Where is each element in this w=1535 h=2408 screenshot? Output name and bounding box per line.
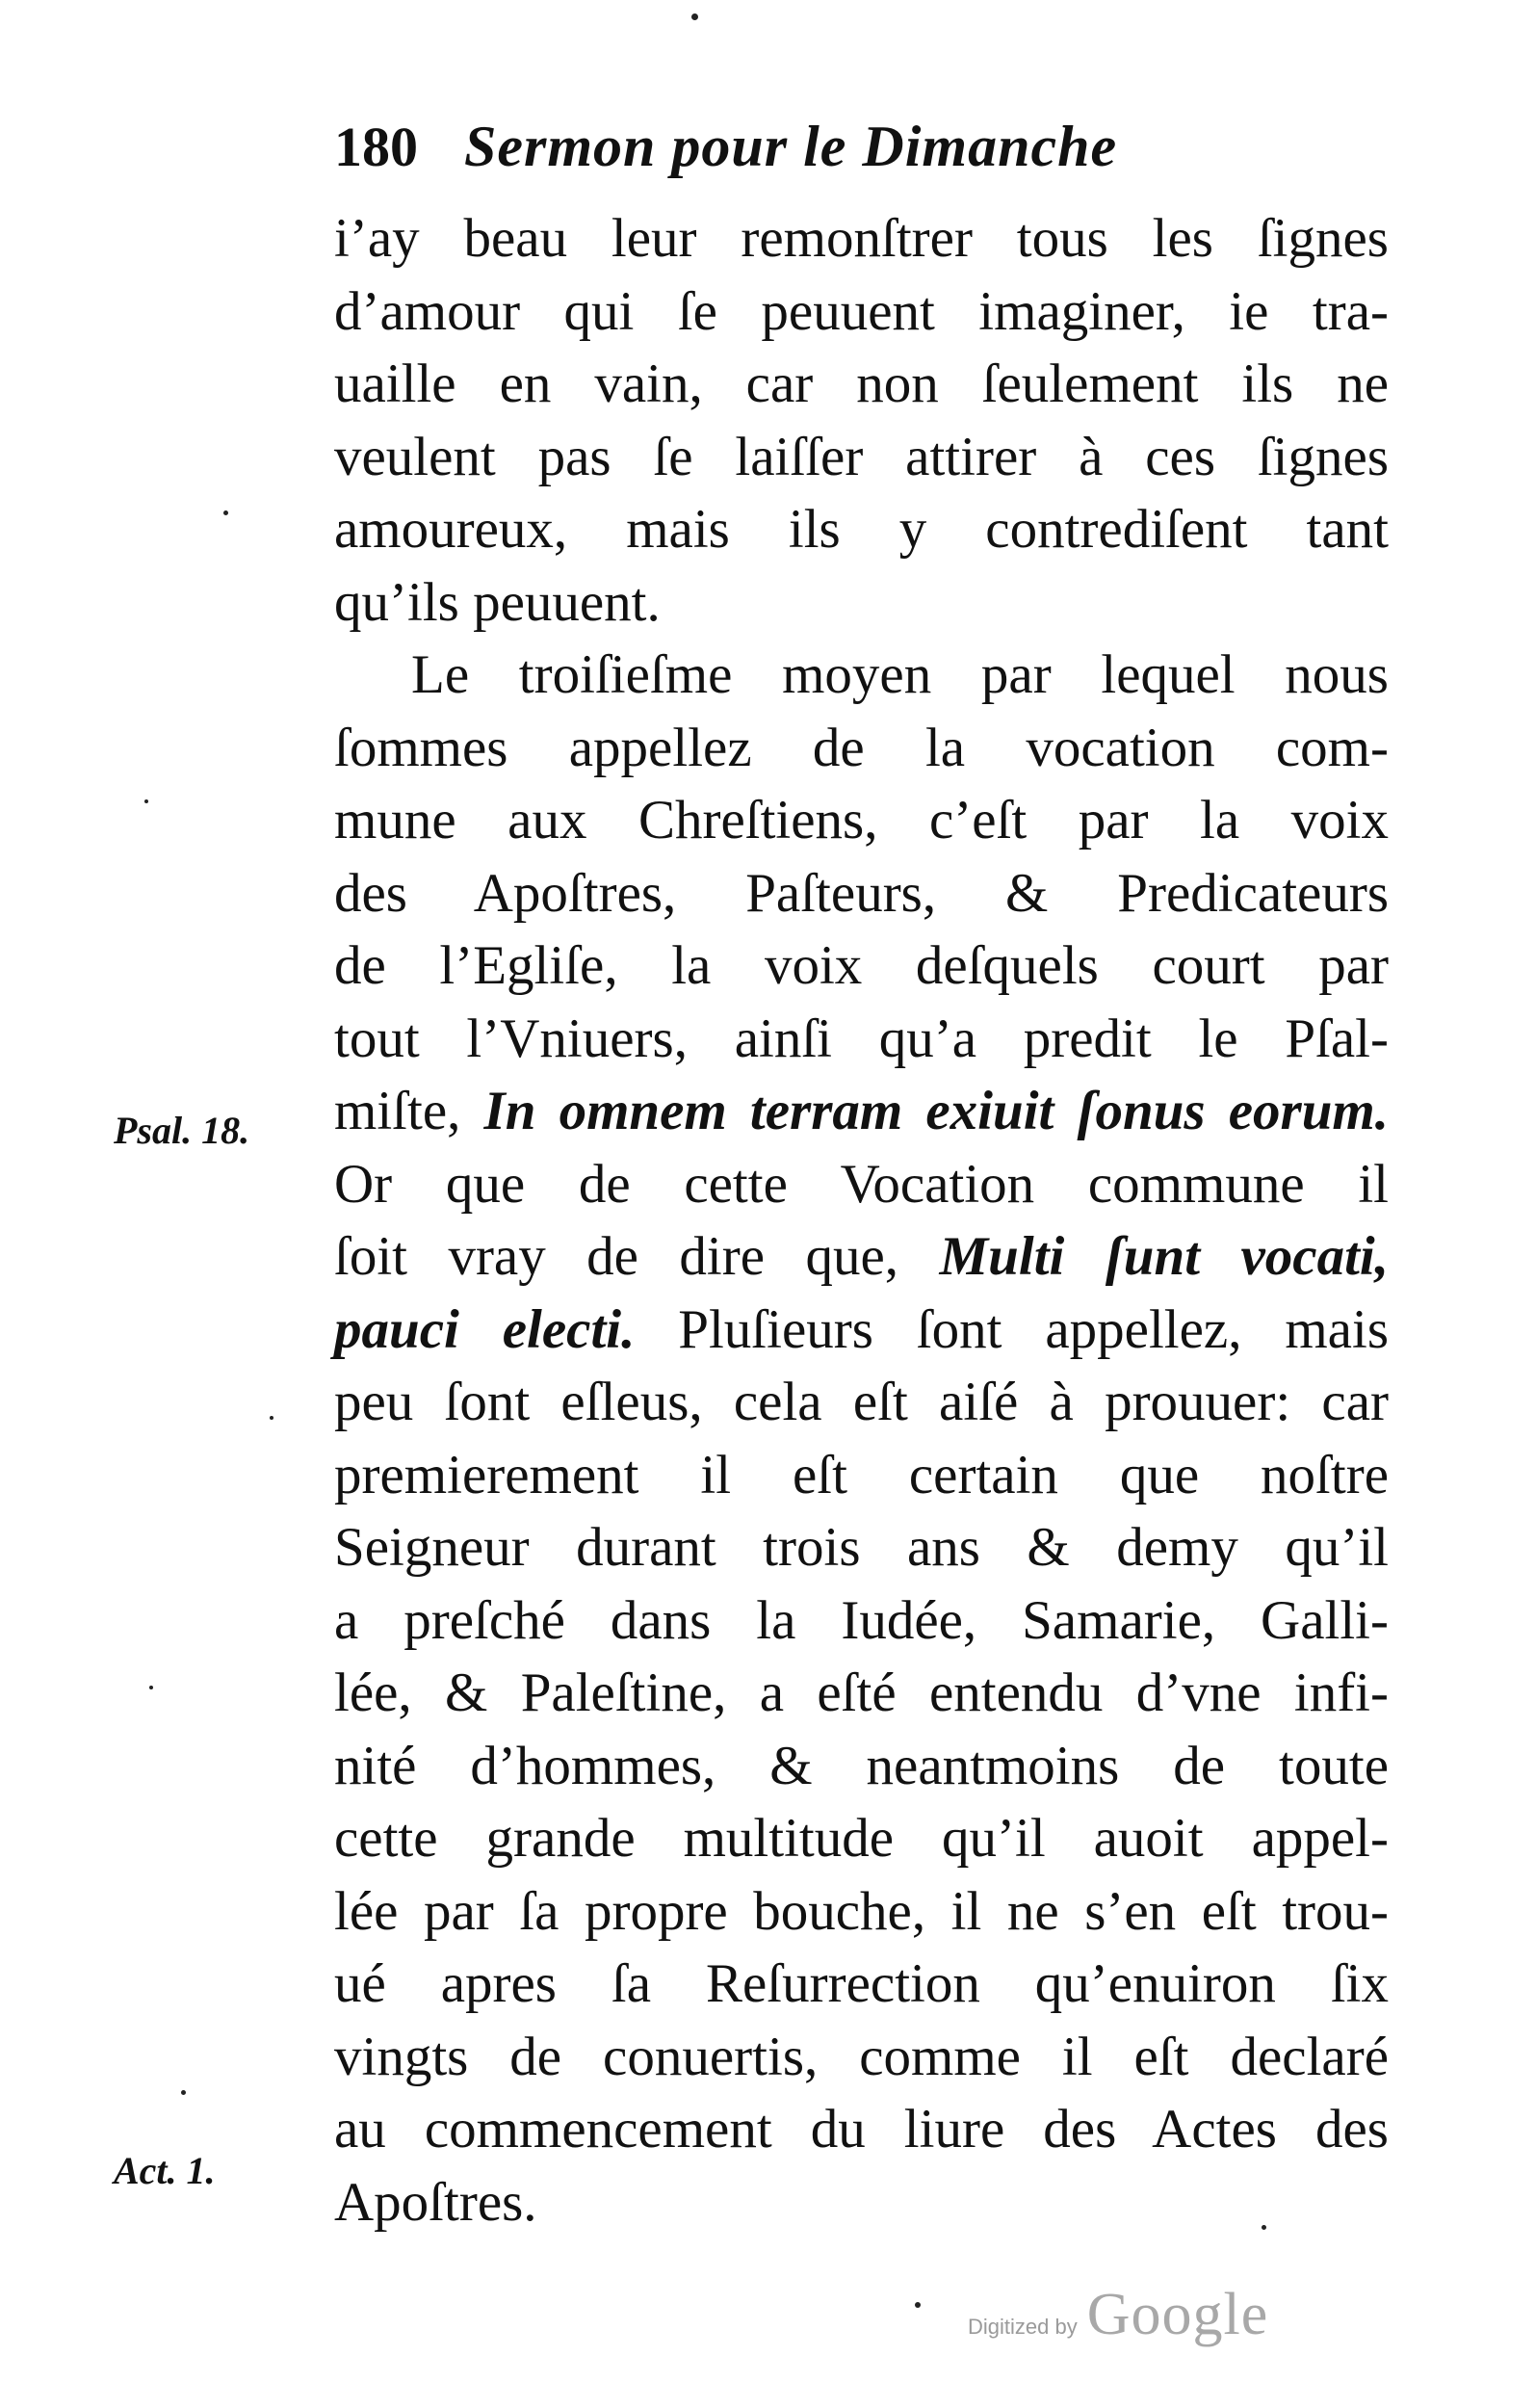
text-segment: Pluſieurs ſont appellez, mais: [678, 1298, 1389, 1360]
watermark-prefix: Digitized by: [968, 2315, 1078, 2339]
latin-quote: Multi ſunt vocati,: [939, 1226, 1390, 1287]
scan-speck: [144, 799, 148, 803]
text-line: cette grande multitude qu’il auoit appel-: [334, 1808, 1389, 1869]
text-line: qu’ils peuuent.: [334, 571, 661, 633]
text-line: Apoſtres.: [334, 2171, 537, 2233]
text-line: amoureux, mais ils y contrediſent tant: [334, 499, 1389, 560]
text-line: tout l’Vniuers, ainſi qu’a predit le Pſal-: [334, 1008, 1389, 1069]
text-line: ué apres ſa Reſurrection qu’enuiron ſix: [334, 1953, 1389, 2014]
margin-note-psalm: Psal. 18.: [114, 1109, 250, 1152]
scan-speck: [1262, 2225, 1266, 2230]
scan-speck: [149, 1686, 153, 1689]
text-segment: ſoit vray de dire que,: [334, 1226, 899, 1287]
digitized-watermark: [968, 2281, 1268, 2349]
google-logo: Google: [1086, 2282, 1269, 2347]
text-line: ſommes appellez de la vocation com-: [334, 717, 1389, 778]
text-line-quote: [334, 1075, 1389, 1148]
text-line: au commencement du liure des Actes des: [334, 2099, 1389, 2159]
text-line: mune aux Chreſtiens, c’eſt par la voix: [334, 790, 1389, 851]
text-line: veulent pas ſe laiſſer attirer à ces ſignes: [334, 426, 1389, 487]
body-text: [334, 202, 1389, 2238]
margin-note-acts: Act. 1.: [114, 2149, 216, 2192]
text-line: Or que de cette Vocation commune il: [334, 1153, 1389, 1215]
text-line-quote: [334, 1220, 1389, 1294]
text-line-quote: [334, 1294, 1389, 1367]
text-line: Seigneur durant trois ans & demy qu’il: [334, 1517, 1389, 1578]
scan-speck: [270, 1416, 273, 1420]
text-line: i’ay beau leur remonſtrer tous les ſignes: [334, 208, 1389, 269]
page-number: 180: [334, 116, 418, 178]
text-line: lée, & Paleſtine, a eſté entendu d’vne infi-: [334, 1662, 1389, 1723]
latin-quote: pauci electi.: [334, 1298, 636, 1360]
text-line: premierement il eſt certain que noſtre: [334, 1444, 1389, 1505]
scan-speck: [691, 13, 698, 20]
text-line: peu ſont eſleus, cela eſt aiſé à prouuer: car: [334, 1372, 1389, 1432]
text-segment: miſte,: [334, 1081, 461, 1141]
text-line: de l’Egliſe, la voix deſquels court par: [334, 935, 1389, 996]
running-title: Sermon pour le Dimanche: [464, 115, 1118, 178]
text-line: lée par ſa propre bouche, il ne s’en eſt trou-: [334, 1880, 1389, 1942]
scan-speck: [181, 2090, 186, 2095]
page-header: [334, 114, 1393, 200]
scan-speck: [915, 2302, 921, 2308]
text-line: uaille en vain, car non ſeulement ils ne: [334, 353, 1389, 414]
text-line: Le troiſieſme moyen par lequel nous: [411, 644, 1389, 705]
text-line: d’amour qui ſe peuuent imaginer, ie tra-: [334, 280, 1389, 342]
text-line: des Apoſtres, Paſteurs, & Predicateurs: [334, 862, 1389, 924]
latin-quote: In omnem terram exiuit ſonus eorum.: [483, 1081, 1389, 1141]
text-line: a preſché dans la Iudée, Samarie, Galli-: [334, 1589, 1389, 1651]
scan-speck: [223, 510, 228, 515]
text-line: nité d’hommes, & neantmoins de toute: [334, 1735, 1389, 1796]
text-line: vingts de conuertis, comme il eſt declaré: [334, 2026, 1389, 2087]
